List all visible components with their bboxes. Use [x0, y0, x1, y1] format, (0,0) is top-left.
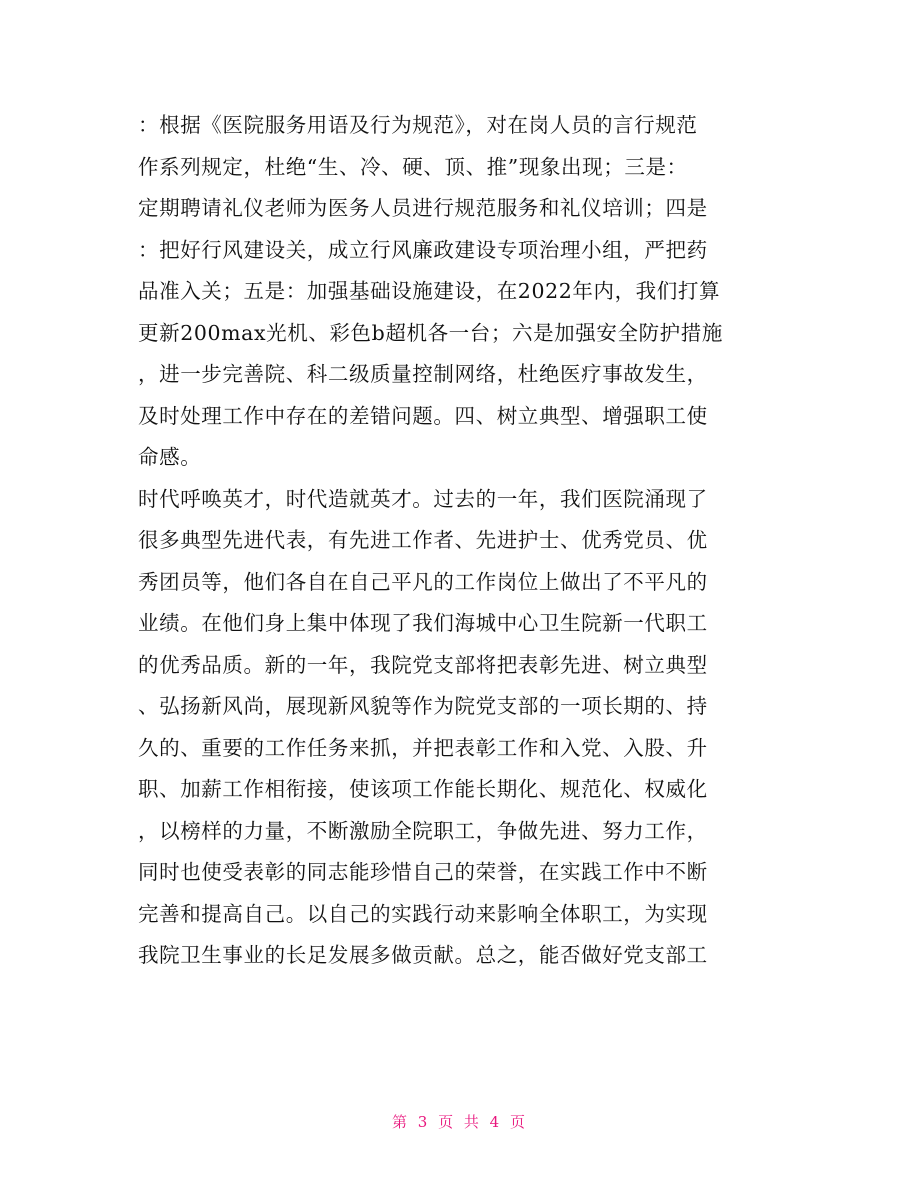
text-line: ，以榜样的力量，不断激励全院职工，争做先进、努力工作，	[138, 818, 708, 843]
text-line: 很多典型先进代表，有先进工作者、先进护士、优秀党员、优	[138, 528, 708, 552]
text-line: ，进一步完善院、科二级质量控制网络，杜绝医疗事故发生，	[138, 362, 708, 386]
text-line: 同时也使受表彰的同志能珍惜自己的荣誉，在实践工作中不断	[138, 860, 708, 884]
text-line: 秀团员等，他们各自在自己平凡的工作岗位上做出了不平凡的	[138, 569, 708, 594]
body-text	[138, 105, 788, 977]
text-line: 及时处理工作中存在的差错问题。四、树立典型、增强职工使	[138, 403, 708, 428]
text-line: 时代呼唤英才，时代造就英才。过去的一年，我们医院涌现了	[138, 486, 708, 511]
text-line: 久的、重要的工作任务来抓，并把表彰工作和入党、入股、升	[138, 735, 708, 760]
text-line: 定期聘请礼仪老师为医务人员进行规范服务和礼仪培训；四是	[138, 196, 708, 220]
text-line: 更新200max光机、彩色b超机各一台；六是加强安全防护措施	[138, 320, 723, 345]
page-number-footer: 第 3 页 共 4 页	[392, 1113, 528, 1131]
text-line: ：根据《医院服务用语及行为规范》，对在岗人员的言行规范	[138, 113, 698, 137]
text-line: 、弘扬新风尚，展现新风貌等作为院党支部的一项长期的、持	[138, 694, 708, 718]
text-line: 职、加薪工作相衔接，使该项工作能长期化、规范化、权威化	[138, 777, 708, 801]
text-line: 我院卫生事业的长足发展多做贡献。总之，能否做好党支部工	[138, 943, 708, 967]
text-line: 品准入关；五是：加强基础设施建设，在2022年内，我们打算	[138, 279, 721, 303]
text-line: 业绩。在他们身上集中体现了我们海城中心卫生院新一代职工	[138, 611, 708, 635]
text-line: 的优秀品质。新的一年，我院党支部将把表彰先进、树立典型	[138, 652, 708, 677]
text-line: 命感。	[138, 445, 202, 469]
text-line: 完善和提高自己。以自己的实践行动来影响全体职工，为实现	[138, 901, 708, 926]
text-line: ：把好行风建设关，成立行风廉政建设专项治理小组，严把药	[138, 237, 708, 262]
text-line: 作系列规定，杜绝“生、冷、硬、顶、推”现象出现；三是：	[138, 154, 688, 179]
